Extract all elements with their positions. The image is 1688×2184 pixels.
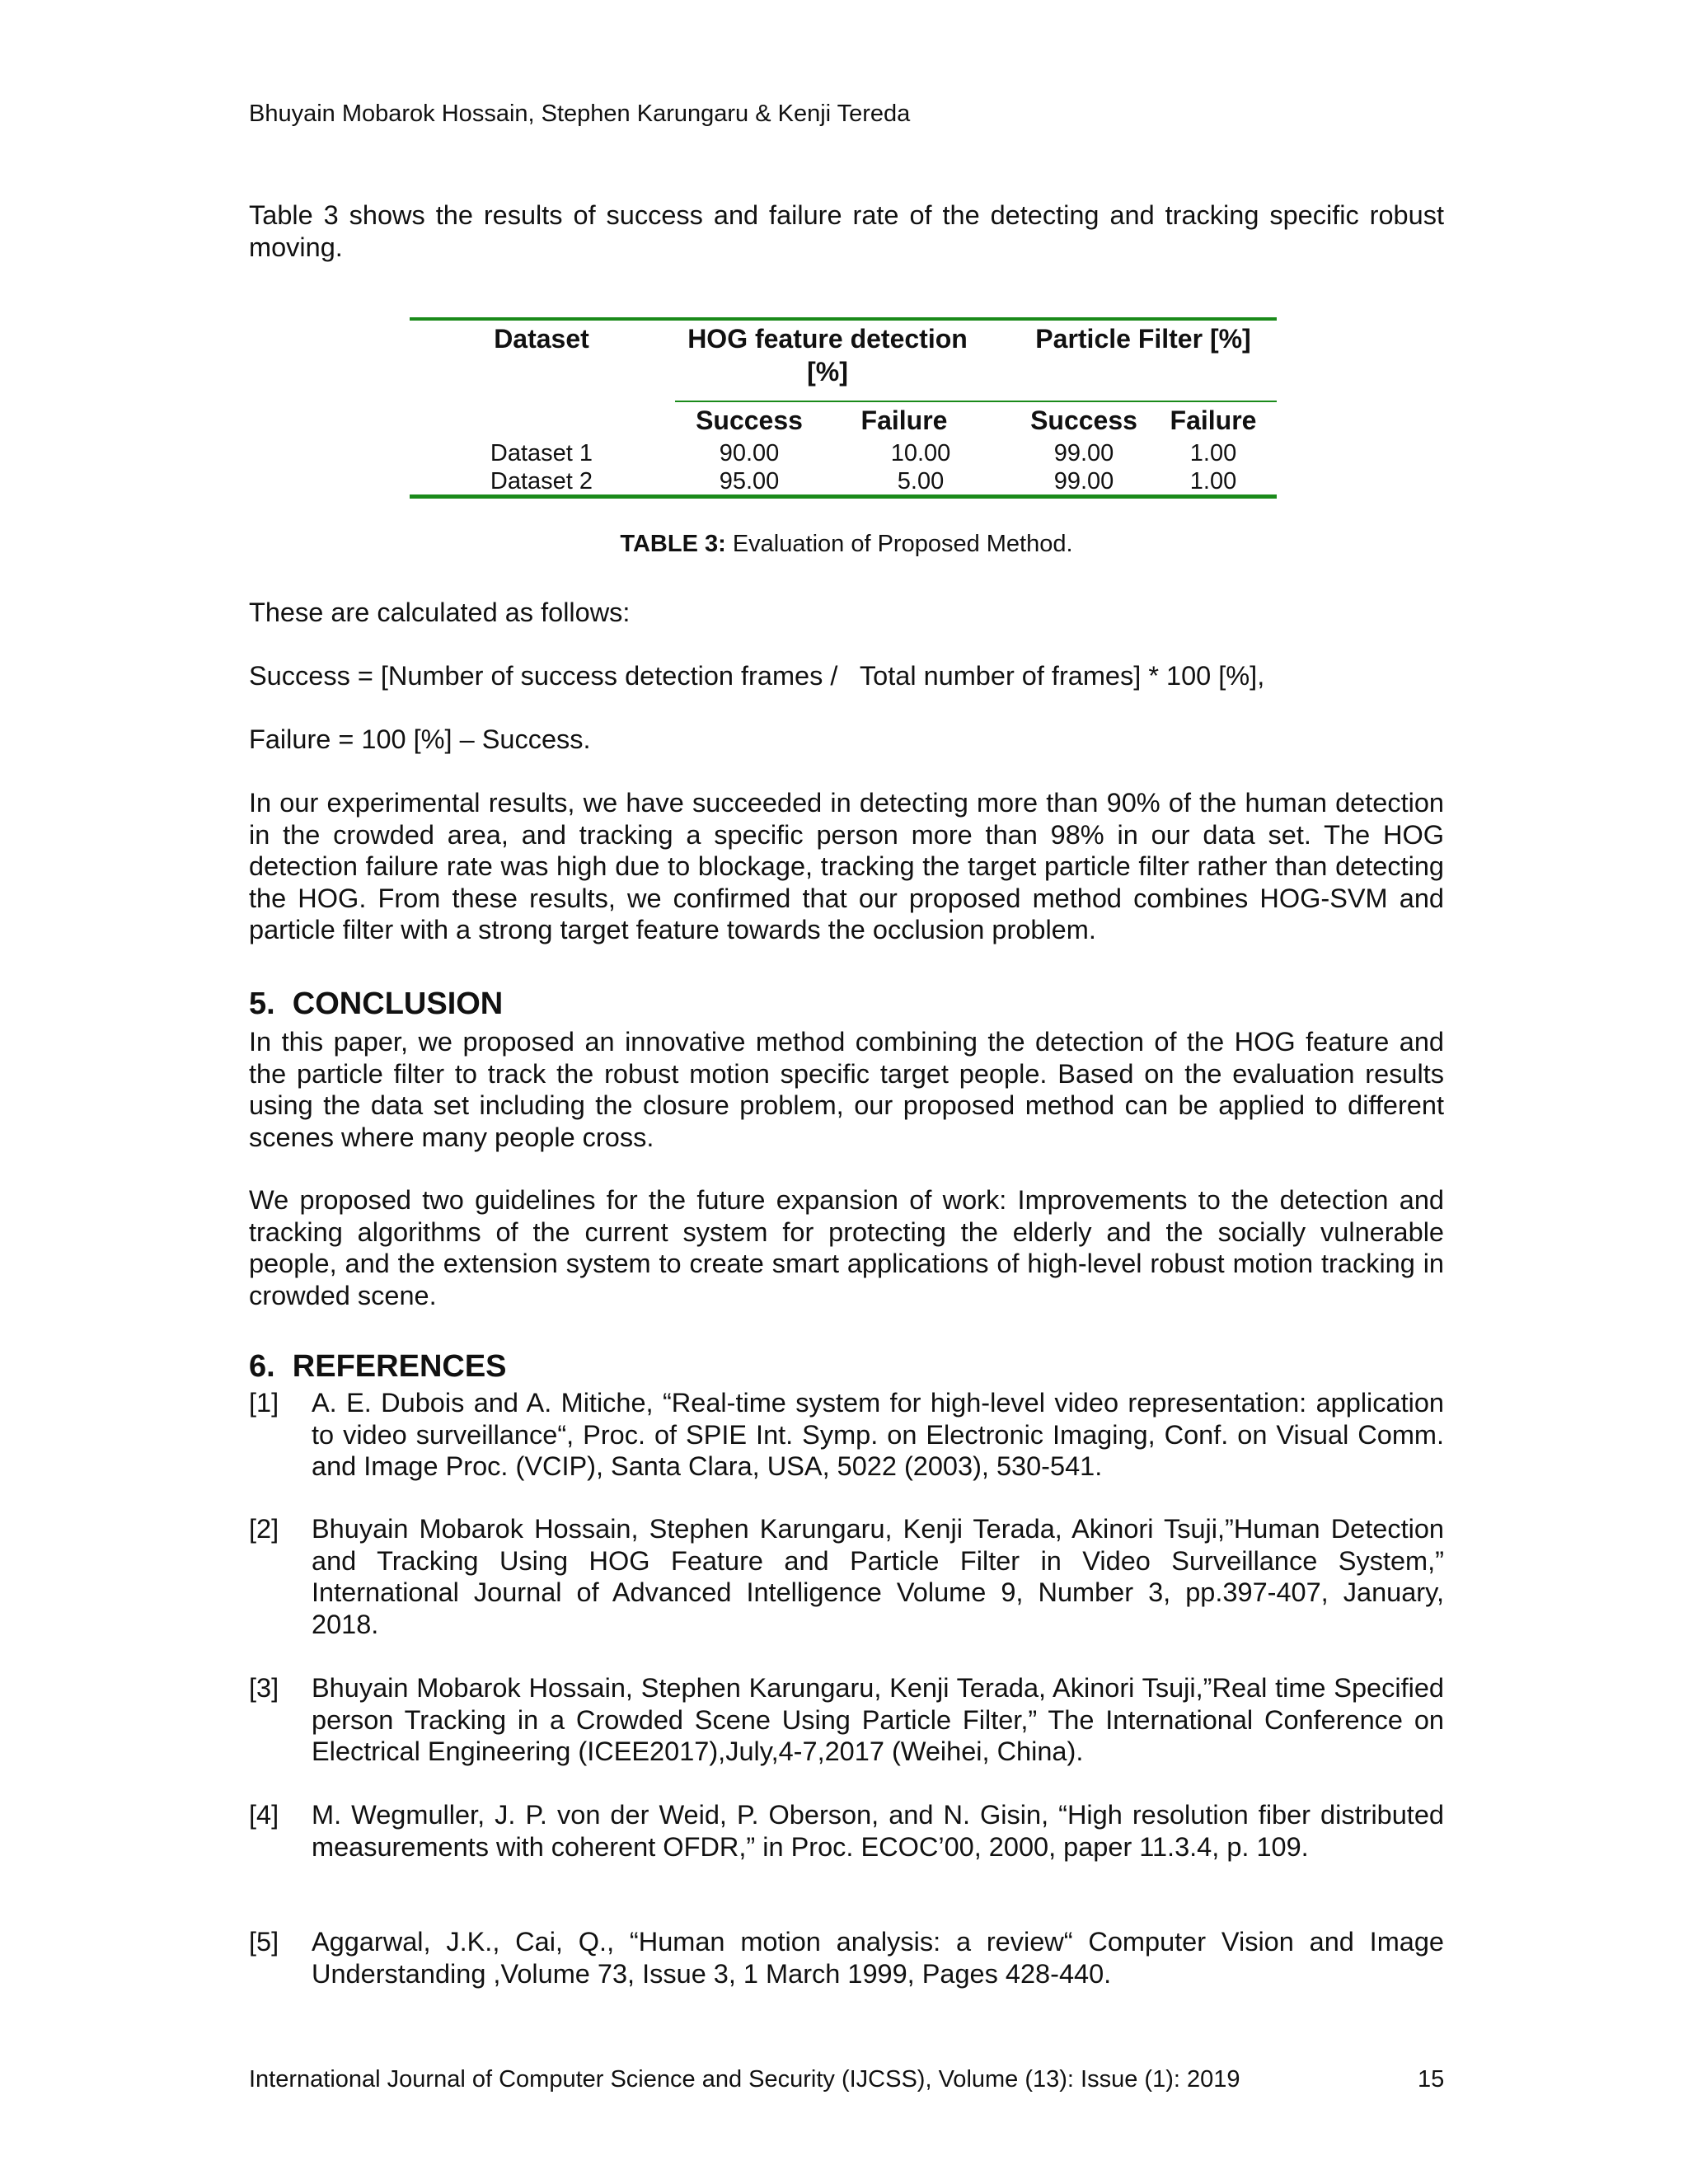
running-header: Bhuyain Mobarok Hossain, Stephen Karungaru & Kenji Tereda: [249, 101, 911, 127]
experiment-text: In our experimental results, we have succeeded in detecting more than 90% of the human detection in the crowded area, and tracking a specific person more than 98% in our data set. The HOG detection failure rate was high due to blockage, tracking the target particle filter rather than detecting the HOG. From these results, we confirmed that our proposed method combines HOG-SVM and particle filter with a strong target feature towards the occlusion problem.: [249, 788, 1444, 944]
row2-hog-failure: 5.00: [897, 468, 945, 494]
subheader-pf-success: Success: [1030, 405, 1137, 435]
reference-number: [5]: [249, 1927, 279, 1957]
reference-number: [2]: [249, 1514, 279, 1544]
row1-hog-success: 90.00: [719, 440, 780, 466]
conclusion-paragraph-1: [249, 1026, 1444, 1153]
table-bottom-rule: [410, 494, 1277, 499]
success-formula-text: Success = [Number of success detection frames / Total number of frames] * 100 [%],: [249, 661, 1265, 691]
subheader-hog-failure: Failure: [860, 405, 948, 435]
subheader-hog-success: Success: [696, 405, 803, 435]
journal-footer: International Journal of Computer Science and Security (IJCSS), Volume (13): Issue (1): 2019: [249, 2066, 1240, 2093]
header-dataset: Dataset: [494, 324, 589, 354]
table-sub-rule: [675, 401, 1277, 402]
reference-number: [4]: [249, 1800, 279, 1830]
caption-text: Evaluation of Proposed Method.: [725, 531, 1073, 557]
conclusion-p2-text: We proposed two guidelines for the future expansion of work: Improvements to the detection and tracking algorithms of the current system for protecting the elderly and the socially vulnerable people, and the extension system to create smart applications of high-level robust motion tracking in crowded scene.: [249, 1185, 1444, 1310]
reference-text: Bhuyain Mobarok Hossain, Stephen Karungaru, Kenji Terada, Akinori Tsuji,”Real time Specified person Tracking in a Crowded Scene Using Particle Filter,” The International Conference on Electrical Engineering (ICEE2017),July,4-7,2017 (Weihei, China).: [312, 1673, 1444, 1766]
header-hog: HOG feature detection [%]: [687, 324, 968, 387]
intro-text: Table 3 shows the results of success and failure rate of the detecting and tracking specific robust moving.: [249, 200, 1444, 262]
row2-dataset: Dataset 2: [490, 468, 593, 494]
reference-number: [1]: [249, 1388, 279, 1418]
table-top-rule: [410, 317, 1277, 321]
references-heading: 6. REFERENCES: [249, 1349, 507, 1384]
row1-pf-success: 99.00: [1053, 440, 1114, 466]
row1-pf-failure: 1.00: [1189, 440, 1237, 466]
intro-paragraph: [249, 199, 1444, 263]
reference-text: M. Wegmuller, J. P. von der Weid, P. Oberson, and N. Gisin, “High resolution fiber distributed measurements with coherent OFDR,” in Proc. ECOC’00, 2000, paper 11.3.4, p. 109.: [312, 1800, 1444, 1862]
row1-hog-failure: 10.00: [890, 440, 951, 466]
results-table: [410, 317, 1277, 499]
reference-text: A. E. Dubois and A. Mitiche, “Real-time system for high-level video representation: application to video surveillance“, Proc. of SPIE Int. Symp. on Electronic Imaging, Conf. on Visual Comm. and Image Proc. (VCIP), Santa Clara, USA, 5022 (2003), 530-541.: [312, 1388, 1444, 1481]
reference-text: Bhuyain Mobarok Hossain, Stephen Karungaru, Kenji Terada, Akinori Tsuji,”Human Detection and Tracking Using HOG Feature and Particle Filter in Video Surveillance System,” International Journal of Advanced Intelligence Volume 9, Number 3, pp.397-407, January, 2018.: [312, 1514, 1444, 1639]
page-number: 15: [1418, 2066, 1445, 2093]
conclusion-paragraph-2: [249, 1184, 1444, 1311]
table-caption: [249, 529, 1444, 559]
failure-formula-text: Failure = 100 [%] – Success.: [249, 724, 591, 754]
row2-pf-success: 99.00: [1053, 468, 1114, 494]
header-particle-filter: Particle Filter [%]: [1035, 324, 1251, 354]
calc-intro: [249, 597, 1444, 629]
conclusion-heading: 5. CONCLUSION: [249, 987, 504, 1021]
reference-number: [3]: [249, 1673, 279, 1703]
conclusion-p1-text: In this paper, we proposed an innovative method combining the detection of the HOG feature and the particle filter to track the robust motion specific target people. Based on the evaluation results using the data set including the closure problem, our proposed method can be applied to different scenes where many people cross.: [249, 1027, 1444, 1152]
calc-intro-text: These are calculated as follows:: [249, 598, 631, 627]
row2-hog-success: 95.00: [719, 468, 780, 494]
failure-formula: [249, 724, 1444, 756]
success-formula: [249, 660, 1444, 692]
experiment-paragraph: [249, 787, 1444, 946]
reference-text: Aggarwal, J.K., Cai, Q., “Human motion analysis: a review“ Computer Vision and Image Understanding ,Volume 73, Issue 3, 1 March 1999, Pages 428-440.: [312, 1927, 1444, 1989]
row1-dataset: Dataset 1: [490, 440, 593, 466]
row2-pf-failure: 1.00: [1189, 468, 1237, 494]
subheader-pf-failure: Failure: [1170, 405, 1257, 435]
caption-label: TABLE 3:: [620, 531, 726, 557]
